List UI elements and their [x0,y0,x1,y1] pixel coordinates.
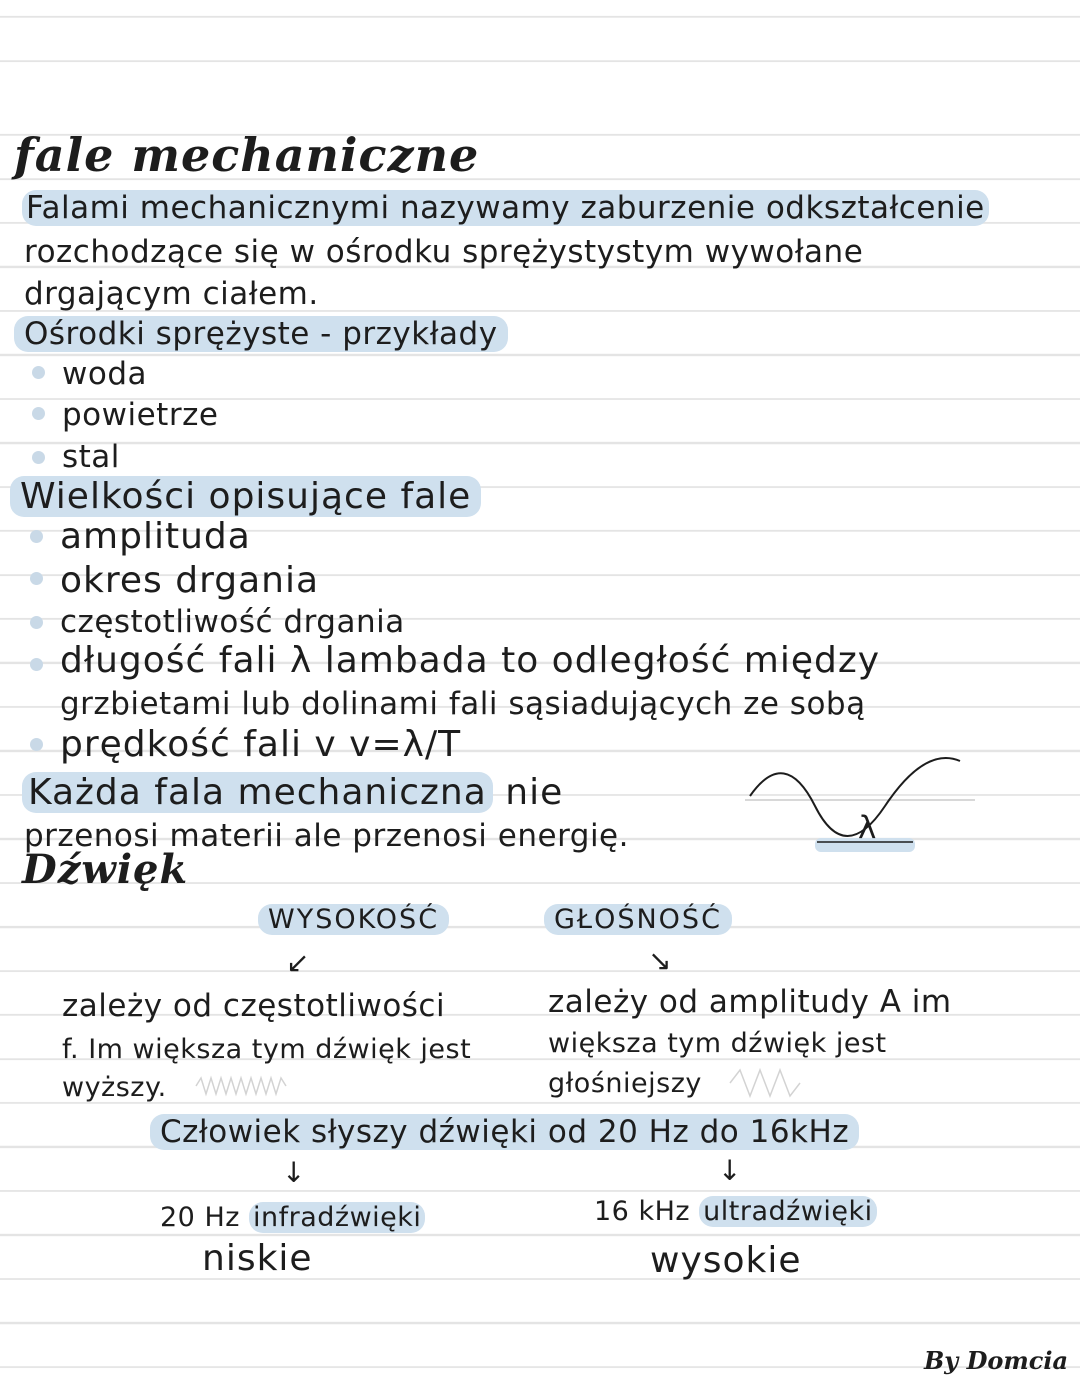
pitch-desc-2: f. Im większa tym dźwięk jest [62,1034,472,1065]
bullet-dot [30,530,43,543]
pitch-desc-3: wyższy. [62,1072,167,1103]
loudness-desc-3: głośniejszy [548,1068,702,1099]
quantity-wavelength: długość fali λ lambada to odległość między [60,640,881,681]
quantity-wavelength-cont: grzbietami lub dolinami fali sąsiadujących ze sobą [60,686,866,722]
quantity-speed: prędkość fali v v=λ/T [60,724,462,765]
bullet-dot [30,616,43,629]
energy-note-line-2: przenosi materii ale przenosi energię. [24,818,629,854]
arrow-down-icon: ↓ [282,1156,306,1189]
bullet-dot [32,451,45,464]
sound-title: Dźwięk [22,846,189,893]
page-title: fale mechaniczne [14,128,480,182]
media-item-water: woda [62,356,147,392]
signature: By Domcia [924,1346,1069,1375]
media-item-steel: stal [62,439,120,475]
bullet-dot [30,658,43,671]
infrasound-label: 20 Hz infradźwięki [160,1202,425,1233]
intro-line-1: Falami mechanicznymi nazywamy zaburzenie odkształcenie [22,190,989,226]
intro-line-3: drgającym ciałem. [24,276,319,312]
lambda-label: λ [858,810,877,846]
bullet-dot [30,738,43,751]
energy-note-line-1: Każda fala mechaniczna nie [22,772,563,813]
infrasound-desc: niskie [202,1238,313,1279]
bullet-dot [30,572,43,585]
amplitude-wave-icon [730,1066,800,1100]
quantity-period: okres drgania [60,560,320,601]
wave-quantities-heading: Wielkości opisujące fale [10,476,481,517]
intro-line-2: rozchodzące się w ośrodku sprężystystym wywołane [24,234,864,270]
arrow-down-left-icon: ↙ [286,946,310,979]
media-item-air: powietrze [62,397,219,433]
pitch-label: WYSOKOŚĆ [258,904,449,935]
loudness-label: GŁOŚNOŚĆ [544,904,732,935]
quantity-frequency: częstotliwość drgania [60,604,405,640]
hearing-range: Człowiek słyszy dźwięki od 20 Hz do 16kHz [150,1114,859,1150]
arrow-down-icon: ↓ [718,1154,742,1187]
ultrasound-desc: wysokie [650,1240,802,1281]
loudness-desc-1: zależy od amplitudy A im [548,984,952,1020]
ultrasound-label: 16 kHz ultradźwięki [594,1196,877,1227]
loudness-desc-2: większa tym dźwięk jest [548,1028,887,1059]
pitch-desc-1: zależy od częstotliwości [62,988,446,1024]
quantity-amplitude: amplituda [60,516,251,557]
bullet-dot [32,366,45,379]
bullet-dot [32,407,45,420]
elastic-media-heading: Ośrodki sprężyste - przykłady [14,316,508,352]
arrow-down-right-icon: ↘ [648,944,672,977]
high-frequency-wave-icon [196,1076,286,1096]
